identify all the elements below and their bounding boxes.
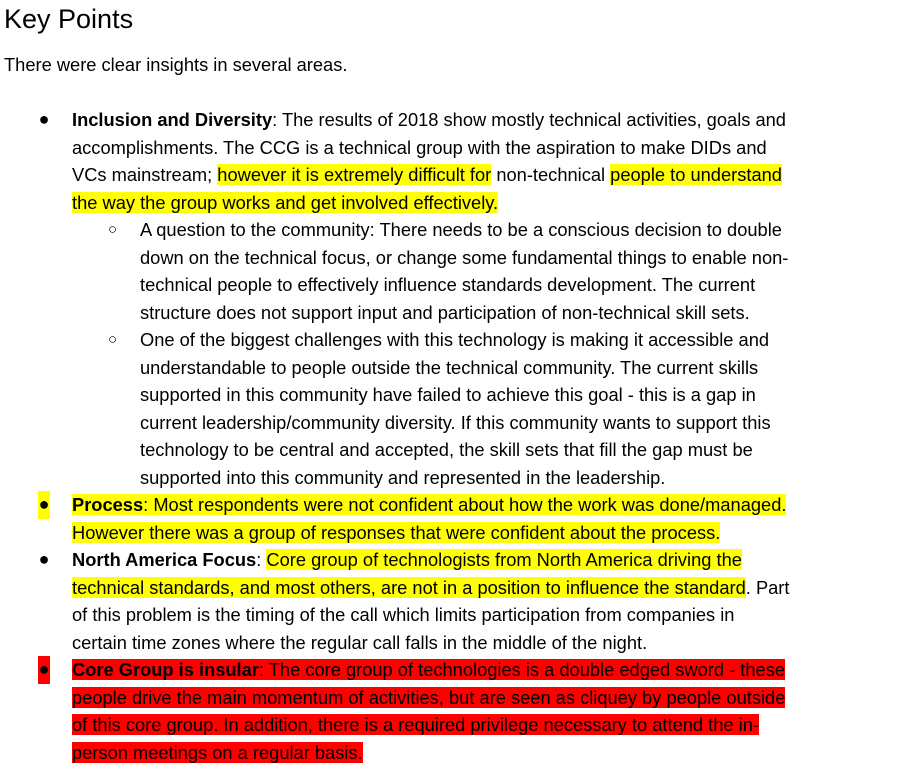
sub-point-line: structure does not support input and participation of non-technical skill sets. bbox=[140, 301, 750, 323]
key-point-text: technical standards, and most others, are not in a position to influence the standard bbox=[72, 576, 746, 598]
key-point-line bbox=[72, 574, 898, 602]
key-point-text: of this core group. In addition, there is a required privilege necessary to attend the in- bbox=[72, 714, 759, 735]
key-point-text: people drive the main momentum of activities, but are seen as cliquey by people outside bbox=[72, 686, 786, 708]
sub-bullet-icon: ○ bbox=[108, 221, 118, 238]
key-point-text: however it is extremely difficult for bbox=[217, 164, 492, 185]
key-point-line bbox=[72, 601, 898, 629]
key-point-line bbox=[72, 189, 898, 217]
key-point-line bbox=[72, 134, 898, 162]
key-point-line bbox=[72, 491, 898, 519]
bullet-icon: ● bbox=[38, 491, 50, 519]
key-point-text: : Most respondents were not confident about how the work was done/managed. bbox=[143, 494, 787, 515]
key-point-line bbox=[72, 106, 898, 134]
key-point-line bbox=[72, 546, 898, 574]
intro-text: There were clear insights in several areas. bbox=[4, 54, 348, 75]
key-point-text: accomplishments. The CCG is a technical group with the aspiration to make DIDs and bbox=[72, 136, 767, 158]
key-point-text: VCs mainstream; bbox=[72, 164, 218, 185]
key-point-line bbox=[72, 739, 898, 767]
key-point-text: : bbox=[256, 549, 267, 570]
key-point-title: Core Group is insular bbox=[72, 659, 259, 680]
sub-point-line: supported into this community and represented in the leadership. bbox=[140, 466, 666, 488]
sub-point-line: down on the technical focus, or change some fundamental things to enable non- bbox=[140, 246, 789, 268]
key-point-text: of this problem is the timing of the call which limits participation from companies in bbox=[72, 604, 735, 625]
key-point-line bbox=[72, 629, 898, 657]
key-point-text: . Part bbox=[745, 576, 790, 598]
key-point-text: Core group of technologists from North America driving the bbox=[266, 549, 742, 570]
sub-point-line: current leadership/community diversity. If this community wants to support this bbox=[140, 411, 771, 433]
key-point-text: : The core group of technologies is a double edged sword - these bbox=[258, 659, 786, 680]
sub-point-line: One of the biggest challenges with this technology is making it accessible and bbox=[140, 329, 770, 350]
sub-point-item bbox=[0, 216, 898, 326]
sub-point-line: understandable to people outside the technical community. The current skills bbox=[140, 356, 759, 378]
key-point-line bbox=[72, 656, 898, 684]
sub-point-line: supported in this community have failed to achieve this goal - this is a gap in bbox=[140, 384, 756, 405]
sub-bullet-icon: ○ bbox=[108, 331, 118, 348]
page-title: Key Points bbox=[4, 4, 134, 34]
sub-point-line: technology to be central and accepted, the skill sets that fill the gap must be bbox=[140, 439, 753, 460]
key-point-line bbox=[72, 711, 898, 739]
sub-point-line: A question to the community: There needs to be a conscious decision to double bbox=[140, 219, 782, 240]
key-point-line bbox=[72, 519, 898, 547]
key-point-text: people to understand bbox=[610, 164, 782, 185]
key-point-text: person meetings on a regular basis. bbox=[72, 741, 363, 763]
key-point-item bbox=[0, 656, 898, 766]
key-point-item bbox=[0, 491, 898, 546]
key-point-text: non-technical bbox=[491, 164, 611, 185]
key-point-title: Inclusion and Diversity bbox=[72, 109, 273, 130]
bullet-icon: ● bbox=[38, 549, 50, 569]
key-point-text: : The results of 2018 show mostly technical activities, goals and bbox=[272, 109, 786, 130]
key-point-title: North America Focus bbox=[72, 549, 257, 570]
sub-point-line: technical people to effectively influence standards development. The current bbox=[140, 274, 756, 295]
key-point-line bbox=[72, 161, 898, 189]
key-point-item bbox=[0, 546, 898, 656]
key-point-item bbox=[0, 106, 898, 491]
key-point-text: However there was a group of responses that were confident about the process. bbox=[72, 521, 721, 543]
bullet-icon: ● bbox=[38, 109, 50, 129]
sub-point-item bbox=[0, 326, 898, 491]
key-point-line bbox=[72, 684, 898, 712]
key-point-text: certain time zones where the regular call falls in the middle of the night. bbox=[72, 631, 648, 653]
key-points-list bbox=[0, 106, 899, 766]
key-point-text: the way the group works and get involved effectively. bbox=[72, 191, 499, 213]
bullet-icon: ● bbox=[38, 656, 50, 684]
key-point-title: Process bbox=[72, 494, 144, 515]
